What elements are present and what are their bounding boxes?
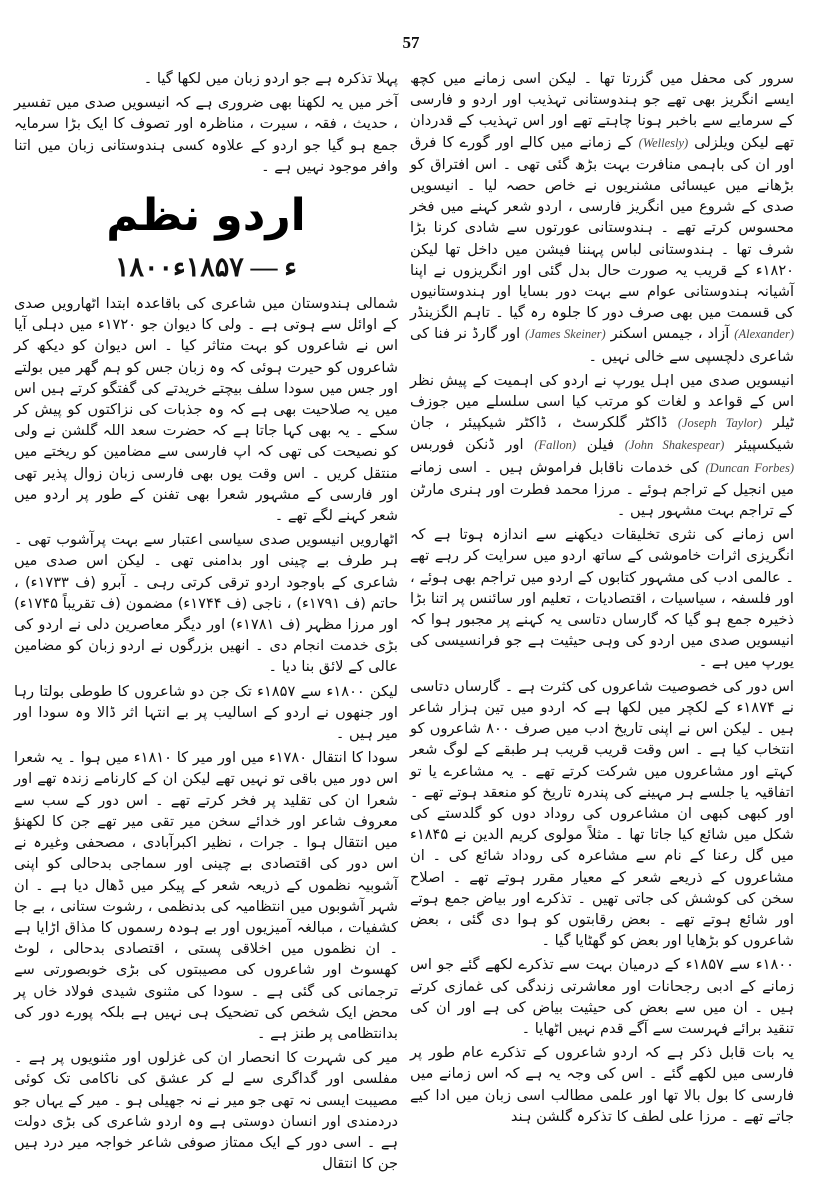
latin-name: (Fallon) [534,438,577,453]
section-date-range: ۱۸۰۰ء — ۱۸۵۷ء [115,252,297,283]
text-run: فیلن [586,436,615,454]
body-paragraph [410,1042,794,1127]
text-run: ڈاکٹر گلکرسٹ ، ڈاکٹر شیکپیئر ، جان شیکسپیئر [410,414,795,454]
body-paragraph: میر کی شہرت کا انحصار ان کی غزلوں اور مثنویوں پر ہے ۔ مفلسی اور گداگری سے لے کر عشق کی ناکامی تک کوئی مصیبت ایسی نہ تھی جو میر نے نہ جھیلی ہو ۔ میر کے یہاں جو دردمندی اور انسان دوستی ہے وہ اردو شاعری کی بڑی دولت ہے ۔ اسی دور کے ایک ممتاز صوفی شاعر خواجہ میر درد ہیں جن کا انتقال [14,1049,398,1173]
intro-paragraph: پہلا تذکرہ ہے جو اردو زبان میں لکھا گیا ۔ [143,70,398,87]
right-column [410,68,794,1130]
body-paragraph: شمالی ہندوستان میں شاعری کی باقاعدہ ابتدا اٹھارویں صدی کے اوائل سے ہوتی ہے ۔ ولی کا دیوان جو ۱۷۲۰ء میں دہلی آیا اس نے شاعروں کو بہت متاثر کیا ۔ اس دیوان کو دیکھ کر شاعروں کو حیرت ہوئی کہ وہ زبان جس کو ہم گھر میں بولتے اور جس میں سودا سلف بیچتے خریدتے کی گفتگو کرتے ہیں اس میں یہ صلاحیت بھی ہے کہ وہ جذبات کی نزاکتوں کو پیش کر سکے ۔ یہ بھی کہا جاتا ہے کہ حضرت سعد اللہ گلشن نے ولی کو نصیحت کی تھی کہ اپ فارسی سے مضامین کو ریختے میں منتقل کریں ۔ اس وقت یوں بھی فارسی زبان زوال پذیر تھی اور فارسی کے مشہور شعرا بھی تفنن کے طور پر اردو میں شعر کہنے لگے تھے ۔ [14,295,398,525]
section-heading [14,187,398,285]
text-run: آزاد ، جیمس اسکنر [610,325,730,343]
text-run: ۱۸۰۰ء سے ۱۸۵۷ء کے درمیان بہت سے تذکرے لکھے گئے جو اس زمانے کے ادبی رجحانات اور معاشرتی زندگی کی غمازی کرتے ہیں ۔ ان میں سے بعض کی حیثیت بیاض کی ہے اور ان کی تنقید برائے فہرست سے آگے قدم نہیں اٹھایا ۔ [410,956,795,1037]
text-run: اس زمانے کی نثری تخلیقات دیکھنے سے اندازہ ہوتا ہے کہ انگریزی اثرات خاموشی کے ساتھ اردو میں سرایت کر رہے تھے ۔ عالمی ادب کی مشہور کتابوں کے اردو میں تراجم بھی ہوئے ، اور فلسفہ ، سیاسیات ، اقتصادیات ، تعلیم اور سائنس پر اتنا بڑا ذخیرہ جمع ہو گیا کہ گارساں دتاسی یہ کہنے پر مجبور ہوا کہ انیسویں صدی میں اردو کی وہی حیثیت ہے جو فرانسیسی کی یورپ میں ہے ۔ [410,526,794,671]
text-run: یہ بات قابل ذکر ہے کہ اردو شاعروں کے تذکرے عام طور پر فارسی میں لکھے گئے ۔ اس کی وجہ یہ ہے کہ اس زمانے میں فارسی کا بول بالا تھا اور علمی مطالب اسی زبان میں ادا کیے جاتے تھے ۔ مرزا علی لطف کا تذکرہ گلشن ہند [410,1044,794,1125]
page-number: 57 [402,33,420,52]
body-paragraph [410,676,794,952]
intro-paragraph: آخر میں یہ لکھنا بھی ضروری ہے کہ انیسویں صدی میں تفسیر ، حدیث ، فقہ ، سیرت ، مناظرہ اور تصوف کا ایک بڑا سرمایہ جمع ہو گیا جو اردو کے علاوہ کسی ہندوستانی زبان میں اتنا وافر موجود نہیں ہے ۔ [14,94,398,175]
text-run: اس دور کی خصوصیت شاعروں کی کثرت ہے ۔ گارساں دتاسی نے ۱۸۷۴ء کے لکچر میں لکھا ہے کہ اردو میں تین ہزار شاعر ہیں ۔ لیکن اس نے اپنی تاریخ ادب میں صرف ۸۰۰ شاعروں کو انتخاب کیا ہے ۔ اس وقت قریب قریب ہر طبقے کے لوگ شعر کہتے اور مشاعروں میں شرکت کرتے تھے ۔ یہ مشاعرے یا تو اتفاقیہ یا جلسے ہر مہینے کی پندرہ تاریخ کو منعقد ہوتے تھے ۔ اور کبھی کبھی ان مشاعروں کی روداد دوں کو گلدستے کی شکل میں شائع کیا جاتا تھا ۔ مثلاً مولوی کریم الدین نے ۱۸۴۵ء میں گل رعنا کے نام سے مشاعرہ کی روداد شائع کی ۔ ان مشاعروں کے ذریعے شعر کے معیار مقرر ہوتے تھے ۔ اصلاح سخن کی کوشش کی جاتی تھیں ۔ تذکرے اور بیاض جمع ہوتے اور شائع ہوتے تھے ۔ بعض رقابتوں کو ہوا دی گئی ، بعض شاعروں کو بڑھایا اور بعض کو گھٹایا گیا ۔ [410,677,795,950]
body-paragraph [410,370,794,521]
text-run: کے زمانے میں کالے اور گورے کا فرق اور ان کی باہمی منافرت بہت بڑھ گئی تھی ۔ اس افتراق کو بڑھانے میں عیسائی مشنریوں نے خاص حصہ لیا ۔ انیسویں صدی کے شروع میں انگریز فارسی ، اردو شعر کہنے میں فخر محسوس کرتے تھے ۔ ہندوستانی عورتوں سے شادی کرنا بڑا شرف تھا ۔ ہندوستانی لباس پہننا فیشن میں داخل تھا لیکن ۱۸۲۰ء کے قریب یہ صورت حال بدل گئی اور انگریزوں نے اپنا آشیانہ ہندوستانی عوام سے بہت دور بسایا اور ہندوستانیوں کی قسمت میں بھی صرف دور کا جلوہ رہ گیا ۔ تاہم الگزینڈر [410,133,794,322]
text-run: اور گارڈ نر فنا کی شاعری دلچسپی سے خالی نہیں ۔ [410,325,794,365]
latin-name: (Wellesly) [638,135,689,150]
body-paragraph: لیکن ۱۸۰۰ء سے ۱۸۵۷ء تک جن دو شاعروں کا طوطی بولتا رہا اور جنھوں نے اردو کے اسالیب پر بے انتہا اثر ڈالا وہ سودا اور میر ہیں ۔ [14,682,398,743]
section-title: اردو نظم [106,190,306,242]
body-paragraph: اٹھارویں انیسویں صدی سیاسی اعتبار سے بہت پرآشوب تھی ۔ ہر طرف بے چینی اور بدامنی تھی ۔ لیکن اس صدی میں شاعری کے باوجود اردو ترقی کرتی رہی ۔ آبرو (ف ۱۷۳۳ء) ، حاتم (ف ۱۷۹۱ء) ، ناجی (ف ۱۷۴۴ء) مضمون (ف تقریباً ۱۷۴۵ء) اور مرزا مظہر (ف ۱۷۸۱ء) اور دیگر معاصرین دلی نے اردو کی بڑی خدمت انجام دی ۔ انھیں بزرگوں نے اردو زبان کو مضامین عالی کے لائق بنا دیا ۔ [14,531,399,676]
body-paragraph [410,68,794,367]
latin-name: (James Skeiner) [525,327,606,342]
latin-name: (Joseph Taylor) [677,416,763,431]
latin-name: (Duncan Forbes) [705,460,794,475]
text-run: کی خدمات ناقابل فراموش ہیں ۔ اسی زمانے میں انجیل کے تراجم ہوئے ۔ مرزا محمد فطرت اور ہنری مارٹن کے تراجم بہت مشہور ہیں ۔ [410,458,794,520]
text-run: اور ڈنکن فوربس [410,436,524,454]
latin-name: (Alexander) [734,327,794,342]
body-paragraph: سودا کا انتقال ۱۷۸۰ء میں اور میر کا ۱۸۱۰ء میں ہوا ۔ یہ شعرا اس دور میں باقی تو نہیں تھے لیکن ان کے کارنامے زندہ تھے اور شعرا ان کی تقلید پر فخر کرتے تھے ۔ اس دور کے سب سے معروف شاعر اور خدائے سخن میر تقی میر تھے جن کا لکھنؤ میں انتقال ہوا ۔ جرات ، نظیر اکبرآبادی ، مصحفی وغیرہ نے اس دور کی اقتصادی بے چینی اور سماجی بدحالی کو اپنی آشوبیہ نظموں کے ذریعہ شعر کے پیکر میں ڈھال دیا ہے ۔ ان شہر آشوبوں میں انتظامیہ کی بدنظمی ، رشوت ستانی ، بے جا کشفیات ، مبالغہ آمیزیوں اور بے ہودہ رسموں کا مذاق اڑایا ہے ۔ ان نظموں میں اخلاقی پستی ، اقتصادی بدحالی ، لوٹ کھسوٹ اور شاعروں کی مصیبتوں کی بڑی خوبصورتی سے ترجمانی کی گئی ہے ۔ سودا کی مثنوی شیدی فولاد خاں پر محض ایک شخص کی تضحیک ہی نہیں ہے بلکہ پورے دور کی بدانتظامی پر طنز ہے ۔ [14,749,398,1042]
text-run: انیسویں صدی میں اہل یورپ نے اردو کی اہمیت کے پیش نظر اس کے قواعد و لغات کو مرتب کیا اسی سلسلے میں جوزف ٹیلر [410,371,795,432]
body-paragraph [410,954,794,1039]
text-run: سرور کی محفل میں گزرتا تھا ۔ لیکن اسی زمانے میں کچھ ایسے انگریز بھی تھے جو ہندوستانی تہذیب اور اردو و فارسی کے سرمایے سے باخبر ہونا چاہتے تھے اور اس تہذیب کے قدردان تھے لیکن ویلزلی [410,70,795,151]
body-paragraph [410,524,794,672]
left-column [14,68,398,1177]
latin-name: (John Shakespear) [624,438,725,453]
